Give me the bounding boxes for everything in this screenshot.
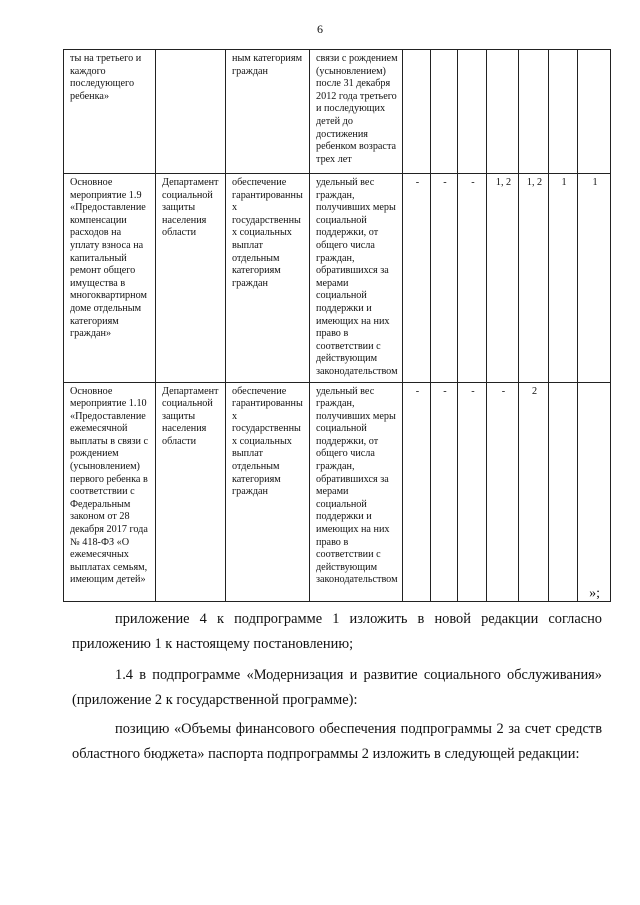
value-cell: - xyxy=(487,382,519,601)
measure-name-cell: Основное мероприятие 1.9 «Предоставление компенсации расходов на уплату взноса на капитальный ремонт общего имущества в многоквартирном доме отдельным категориям граждан» xyxy=(64,174,156,383)
paragraph-appendix-4: приложение 4 к подпрограмме 1 изложить в новой редакции согласно приложению 1 к настоящему постановлению; xyxy=(72,611,602,652)
value-cell: 2 xyxy=(519,382,549,601)
value-cell xyxy=(549,50,578,174)
measure-name-cell: Основное мероприятие 1.10 «Предоставление ежемесячной выплаты в связи с рождением (усыновлением) первого ребенка в соответствии с Федеральным законом от 28 декабря 2017 года № 418-ФЗ «О ежемесячных выплатах семьям, имеющим детей» xyxy=(64,382,156,601)
goal-cell: обеспечение гарантированных государственных социальных выплат отдельным категориям граждан xyxy=(226,382,310,601)
value-cell: - xyxy=(458,382,487,601)
value-cell: - xyxy=(403,382,431,601)
value-cell xyxy=(549,382,578,601)
value-cell xyxy=(519,50,549,174)
value-cell: - xyxy=(403,174,431,383)
table-row xyxy=(64,50,611,174)
value-cell xyxy=(487,50,519,174)
value-cell: - xyxy=(431,382,458,601)
indicator-cell: связи с рождением (усыновлением) после 31 декабря 2012 года третьего и последующих детей до достижения ребенком возраста трех лет xyxy=(310,50,403,174)
value-cell xyxy=(403,50,431,174)
value-cell: 1, 2 xyxy=(487,174,519,383)
page-number: 6 xyxy=(317,22,323,36)
value-cell: - xyxy=(431,174,458,383)
value-cell xyxy=(578,382,611,601)
table-row xyxy=(64,382,611,601)
indicator-cell: удельный вес граждан, получивших меры социальной поддержки, от общего числа граждан, обратившихся за мерами социальной поддержки и имеющих на них право в соответствии с действующим законодательством xyxy=(310,382,403,601)
measure-name-cell: ты на третьего и каждого последующего ребенка» xyxy=(64,50,156,174)
table-row xyxy=(64,174,611,383)
indicator-cell: удельный вес граждан, получивших меры социальной поддержки, от общего числа граждан, обратившихся за мерами социальной поддержки и имеющих на них право в соответствии с действующим законодательством xyxy=(310,174,403,383)
executor-cell: Департамент социальной защиты населения области xyxy=(156,174,226,383)
value-cell: 1, 2 xyxy=(519,174,549,383)
value-cell xyxy=(458,50,487,174)
value-cell: 1 xyxy=(549,174,578,383)
closing-quote-mark: »; xyxy=(589,586,600,601)
executor-cell: Департамент социальной защиты населения области xyxy=(156,382,226,601)
measures-table xyxy=(63,49,611,602)
value-cell: - xyxy=(458,174,487,383)
value-cell xyxy=(578,50,611,174)
paragraph-funding-position: позицию «Объемы финансового обеспечения подпрограммы 2 за счет средств областного бюджета» паспорта подпрограммы 2 изложить в следующей редакции: xyxy=(72,721,602,762)
goal-cell: обеспечение гарантированных государственных социальных выплат отдельным категориям граждан xyxy=(226,174,310,383)
value-cell xyxy=(431,50,458,174)
paragraph-subprogram-2: 1.4 в подпрограмме «Модернизация и развитие социального обслуживания» (приложение 2 к государственной программе): xyxy=(72,667,602,708)
goal-cell: ным категориям граждан xyxy=(226,50,310,174)
value-cell: 1 xyxy=(578,174,611,383)
executor-cell xyxy=(156,50,226,174)
